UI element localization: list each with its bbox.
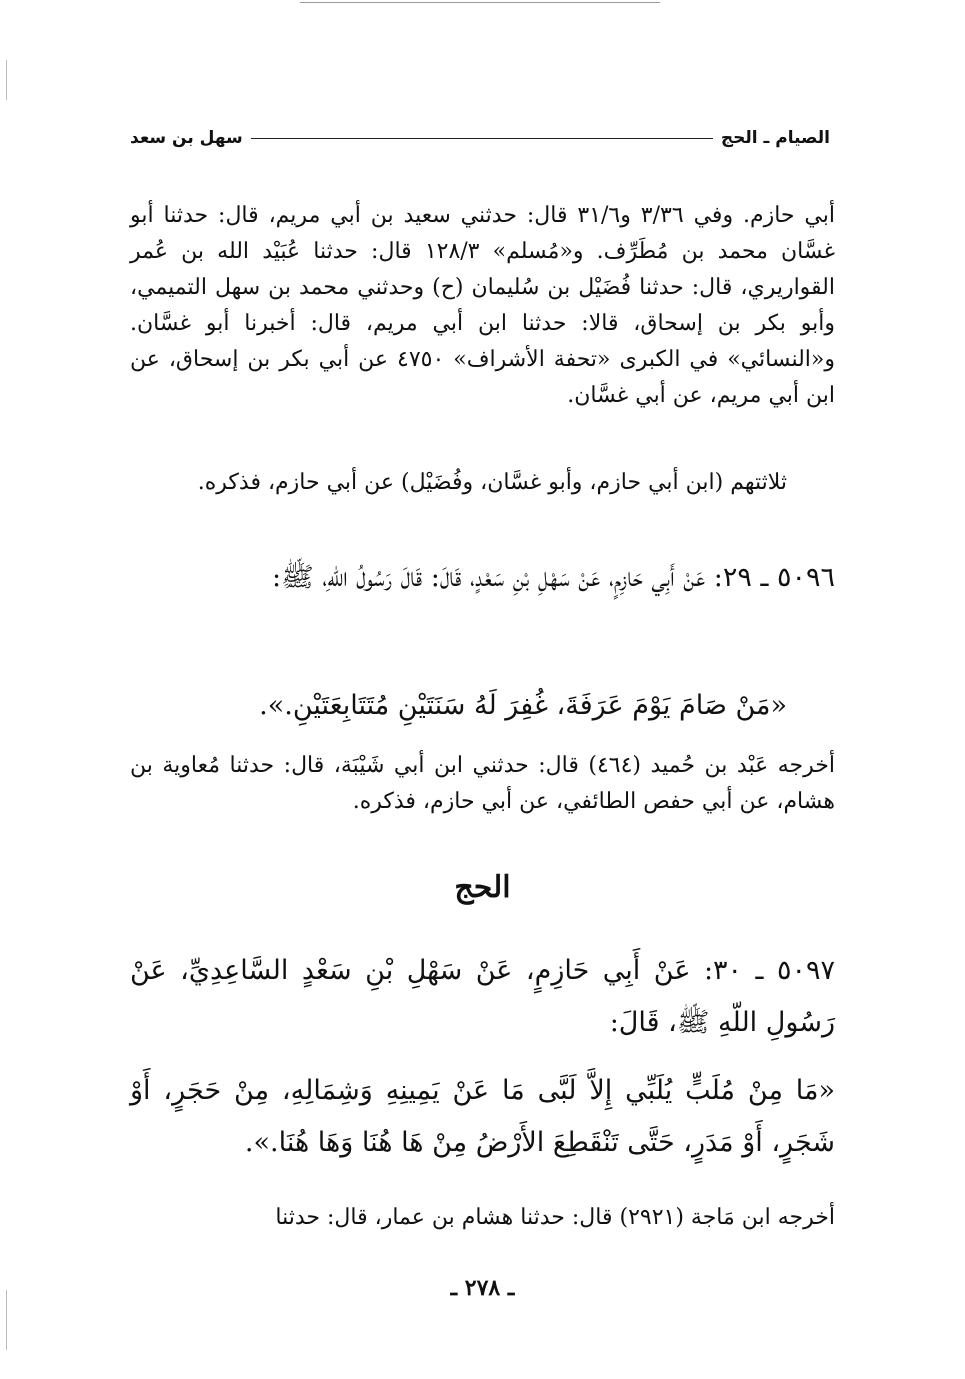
header-right-title: الصيام ـ الحج: [720, 128, 830, 148]
summary-block: [130, 465, 835, 501]
section-title: الحج: [454, 870, 511, 905]
takhrij-continuation: [130, 198, 835, 414]
paragraph-1: أبي حازم. وفي ٣/٣٦ و٣١/٦ قال: حدثني سعيد بن أبي مريم، قال: حدثنا أبو غسَّان محمد بن مُطَرِّف. و«مُسلم» ١٢٨/٣ قال: حدثنا عُبَيْد الله بن عُمر القواريري، قال: حدثنا فُضَيْل بن سُليمان (ح) وحدثني محمد بن سهل التميمي، وأبو بكر بن إسحاق، قالا: حدثنا ابن أبي مريم، قال: أخبرنا أبو غسَّان. و«النسائي» في الكبرى «تحفة الأشراف» ٤٧٥٠ عن أبي بكر بن إسحاق، عن ابن أبي مريم، عن أبي غسَّان.: [130, 203, 836, 408]
paragraph-2: ثلاثتهم (ابن أبي حازم، وأبو غسَّان، وفُضَيْل) عن أبي حازم، فذكره.: [197, 470, 787, 495]
hadith-5096-source: أخرجه عَبْد بن حُميد (٤٦٤) قال: حدثني ابن أبي شَيْبَة، قال: حدثنا مُعاوية بن هشام، عن أبي حفص الطائفي، عن أبي حازم، فذكره.: [130, 753, 835, 814]
hadith-5096-takhrij: [130, 748, 835, 820]
hadith-5097-chain: ٥٠٩٧ ـ ٣٠: عَنْ أَبِي حَازِمٍ، عَنْ سَهْلِ بْنِ سَعْدٍ السَّاعِدِيِّ، عَنْ رَسُولِ اللّهِ ﷺ، قَالَ:: [130, 955, 835, 1038]
hadith-5097-isnad: [130, 945, 835, 1049]
hadith-5096-isnad: [130, 552, 835, 604]
hadith-5097-text: «مَا مِنْ مُلَبٍّ يُلَبِّي إِلاَّ لَبَّى مَا عَنْ يَمِينِهِ وَشِمَالِهِ، مِنْ حَجَرٍ، أَوْ شَجَرٍ، أَوْ مَدَرٍ، حَتَّى تَنْقَطِعَ الأَرْضُ مِنْ هَا هُنَا وَهَا هُنَا.».: [130, 1075, 835, 1158]
hadith-5097-matn: [130, 1065, 835, 1169]
hadith-5096-matn: [130, 680, 835, 732]
header-left-title: سهل بن سعد: [130, 128, 243, 148]
hadith-5096-chain: ٥٠٩٦ ـ ٢٩: عَنْ أَبِي حَازِمٍ، عَنْ سَهْلِ بْنِ سَعْدٍ، قَالَ: قَالَ رَسُولُ اللّهِ، ﷺ:: [271, 562, 835, 593]
hadith-5097-source: أخرجه ابن مَاجة (٢٩٢١) قال: حدثنا هشام بن عمار، قال: حدثنا: [275, 1205, 835, 1230]
margin-mark: [6, 60, 7, 100]
hadith-5097-takhrij: [130, 1200, 835, 1236]
header-rule: [251, 138, 713, 139]
top-edge-rule: [300, 2, 660, 3]
hadith-5096-text: «مَنْ صَامَ يَوْمَ عَرَفَةَ، غُفِرَ لَهُ سَنَتَيْنِ مُتَتَابِعَتَيْنِ.».: [259, 690, 787, 721]
page-number: ـ ٢٧٨ ـ: [450, 1275, 515, 1301]
running-header: [130, 118, 830, 158]
